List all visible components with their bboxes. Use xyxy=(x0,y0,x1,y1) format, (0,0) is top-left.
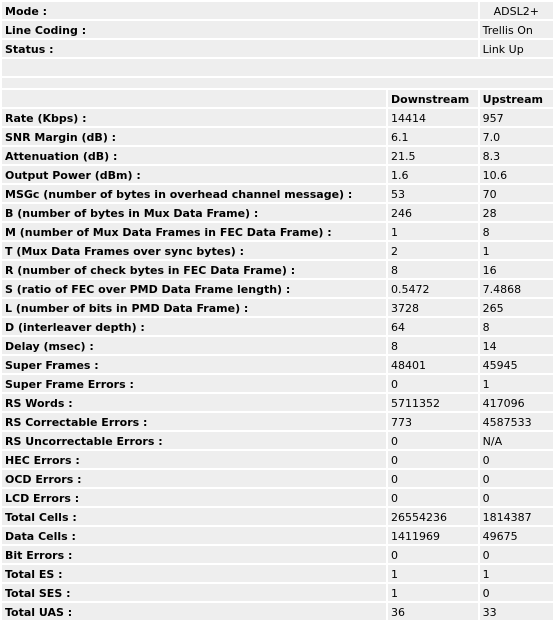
stat-row xyxy=(2,337,553,354)
stat-downstream-value: 8 xyxy=(388,261,478,278)
stat-row xyxy=(2,356,553,373)
stat-upstream-value: 7.0 xyxy=(480,128,553,145)
stat-row xyxy=(2,242,553,259)
stat-row xyxy=(2,546,553,563)
stat-row xyxy=(2,603,553,620)
stat-downstream-value: 64 xyxy=(388,318,478,335)
stat-upstream-value: 45945 xyxy=(480,356,553,373)
stat-downstream-value: 5711352 xyxy=(388,394,478,411)
mode-label: Mode : xyxy=(2,2,478,19)
stat-label: SNR Margin (dB) : xyxy=(2,128,386,145)
stat-label: Rate (Kbps) : xyxy=(2,109,386,126)
stat-upstream-value: 957 xyxy=(480,109,553,126)
stat-label: D (interleaver depth) : xyxy=(2,318,386,335)
stat-upstream-value: N/A xyxy=(480,432,553,449)
stat-downstream-value: 0.5472 xyxy=(388,280,478,297)
stat-upstream-value: 8 xyxy=(480,318,553,335)
stat-upstream-value: 10.6 xyxy=(480,166,553,183)
stat-row xyxy=(2,280,553,297)
mode-row xyxy=(2,2,553,19)
stat-row xyxy=(2,128,553,145)
status-value: Link Up xyxy=(480,40,553,57)
stat-row xyxy=(2,109,553,126)
stat-label: LCD Errors : xyxy=(2,489,386,506)
stat-upstream-value: 8 xyxy=(480,223,553,240)
spacer-row xyxy=(2,59,553,76)
stat-label: RS Uncorrectable Errors : xyxy=(2,432,386,449)
stat-downstream-value: 21.5 xyxy=(388,147,478,164)
stat-downstream-value: 36 xyxy=(388,603,478,620)
stat-upstream-value: 0 xyxy=(480,584,553,601)
spacer-cell xyxy=(2,59,553,76)
stat-downstream-value: 1 xyxy=(388,223,478,240)
stat-downstream-value: 48401 xyxy=(388,356,478,373)
stat-label: Bit Errors : xyxy=(2,546,386,563)
stat-label: B (number of bytes in Mux Data Frame) : xyxy=(2,204,386,221)
stat-downstream-value: 26554236 xyxy=(388,508,478,525)
stat-row xyxy=(2,451,553,468)
upstream-header: Upstream xyxy=(480,90,553,107)
stat-row xyxy=(2,394,553,411)
stat-downstream-value: 0 xyxy=(388,489,478,506)
stat-row xyxy=(2,565,553,582)
stat-row xyxy=(2,261,553,278)
stat-label: T (Mux Data Frames over sync bytes) : xyxy=(2,242,386,259)
stat-downstream-value: 1411969 xyxy=(388,527,478,544)
stat-label: OCD Errors : xyxy=(2,470,386,487)
status-row xyxy=(2,40,553,57)
stat-row xyxy=(2,204,553,221)
stat-label: R (number of check bytes in FEC Data Frame) : xyxy=(2,261,386,278)
stat-upstream-value: 1 xyxy=(480,565,553,582)
stat-label: Total Cells : xyxy=(2,508,386,525)
stat-row xyxy=(2,413,553,430)
stat-row xyxy=(2,527,553,544)
downstream-header: Downstream xyxy=(388,90,478,107)
stat-downstream-value: 773 xyxy=(388,413,478,430)
spacer-cell-small xyxy=(2,78,553,88)
stat-downstream-value: 0 xyxy=(388,546,478,563)
stat-row xyxy=(2,299,553,316)
stat-upstream-value: 0 xyxy=(480,451,553,468)
stat-downstream-value: 1.6 xyxy=(388,166,478,183)
spacer-row-small xyxy=(2,78,553,88)
stat-row xyxy=(2,375,553,392)
stat-downstream-value: 3728 xyxy=(388,299,478,316)
stat-row xyxy=(2,223,553,240)
stat-downstream-value: 14414 xyxy=(388,109,478,126)
stat-label: Total UAS : xyxy=(2,603,386,620)
stat-label: Delay (msec) : xyxy=(2,337,386,354)
stat-label: S (ratio of FEC over PMD Data Frame length) : xyxy=(2,280,386,297)
stat-upstream-value: 70 xyxy=(480,185,553,202)
stat-downstream-value: 0 xyxy=(388,375,478,392)
stat-label: Super Frames : xyxy=(2,356,386,373)
stat-label: Data Cells : xyxy=(2,527,386,544)
stat-downstream-value: 0 xyxy=(388,432,478,449)
stat-row xyxy=(2,185,553,202)
stat-downstream-value: 246 xyxy=(388,204,478,221)
mode-value: ADSL2+ xyxy=(480,2,553,19)
stat-upstream-value: 417096 xyxy=(480,394,553,411)
stat-label: L (number of bits in PMD Data Frame) : xyxy=(2,299,386,316)
stat-upstream-value: 33 xyxy=(480,603,553,620)
stat-upstream-value: 0 xyxy=(480,546,553,563)
stat-upstream-value: 0 xyxy=(480,470,553,487)
stat-row xyxy=(2,432,553,449)
stat-row xyxy=(2,508,553,525)
stat-upstream-value: 0 xyxy=(480,489,553,506)
stat-row xyxy=(2,147,553,164)
line-coding-row xyxy=(2,21,553,38)
status-label: Status : xyxy=(2,40,478,57)
stat-upstream-value: 1 xyxy=(480,242,553,259)
stat-upstream-value: 8.3 xyxy=(480,147,553,164)
stat-row xyxy=(2,584,553,601)
line-coding-value: Trellis On xyxy=(480,21,553,38)
stat-label: Output Power (dBm) : xyxy=(2,166,386,183)
stat-row xyxy=(2,166,553,183)
stat-downstream-value: 1 xyxy=(388,565,478,582)
header-row xyxy=(2,90,553,107)
stat-upstream-value: 265 xyxy=(480,299,553,316)
stat-label: MSGc (number of bytes in overhead channel message) : xyxy=(2,185,386,202)
line-coding-label: Line Coding : xyxy=(2,21,478,38)
stat-downstream-value: 53 xyxy=(388,185,478,202)
stat-upstream-value: 14 xyxy=(480,337,553,354)
stat-downstream-value: 0 xyxy=(388,470,478,487)
stat-upstream-value: 1814387 xyxy=(480,508,553,525)
stat-label: Total ES : xyxy=(2,565,386,582)
stat-upstream-value: 49675 xyxy=(480,527,553,544)
stat-label: RS Words : xyxy=(2,394,386,411)
stat-downstream-value: 8 xyxy=(388,337,478,354)
stat-row xyxy=(2,489,553,506)
stat-downstream-value: 0 xyxy=(388,451,478,468)
stat-label: M (number of Mux Data Frames in FEC Data Frame) : xyxy=(2,223,386,240)
stat-upstream-value: 16 xyxy=(480,261,553,278)
stat-upstream-value: 7.4868 xyxy=(480,280,553,297)
stat-label: Total SES : xyxy=(2,584,386,601)
stat-row xyxy=(2,318,553,335)
stat-downstream-value: 6.1 xyxy=(388,128,478,145)
stat-upstream-value: 1 xyxy=(480,375,553,392)
stat-label: Attenuation (dB) : xyxy=(2,147,386,164)
stat-row xyxy=(2,470,553,487)
stat-label: RS Correctable Errors : xyxy=(2,413,386,430)
stat-label: Super Frame Errors : xyxy=(2,375,386,392)
stat-upstream-value: 4587533 xyxy=(480,413,553,430)
stat-label: HEC Errors : xyxy=(2,451,386,468)
stat-upstream-value: 28 xyxy=(480,204,553,221)
stat-downstream-value: 1 xyxy=(388,584,478,601)
stat-downstream-value: 2 xyxy=(388,242,478,259)
header-empty-cell xyxy=(2,90,386,107)
